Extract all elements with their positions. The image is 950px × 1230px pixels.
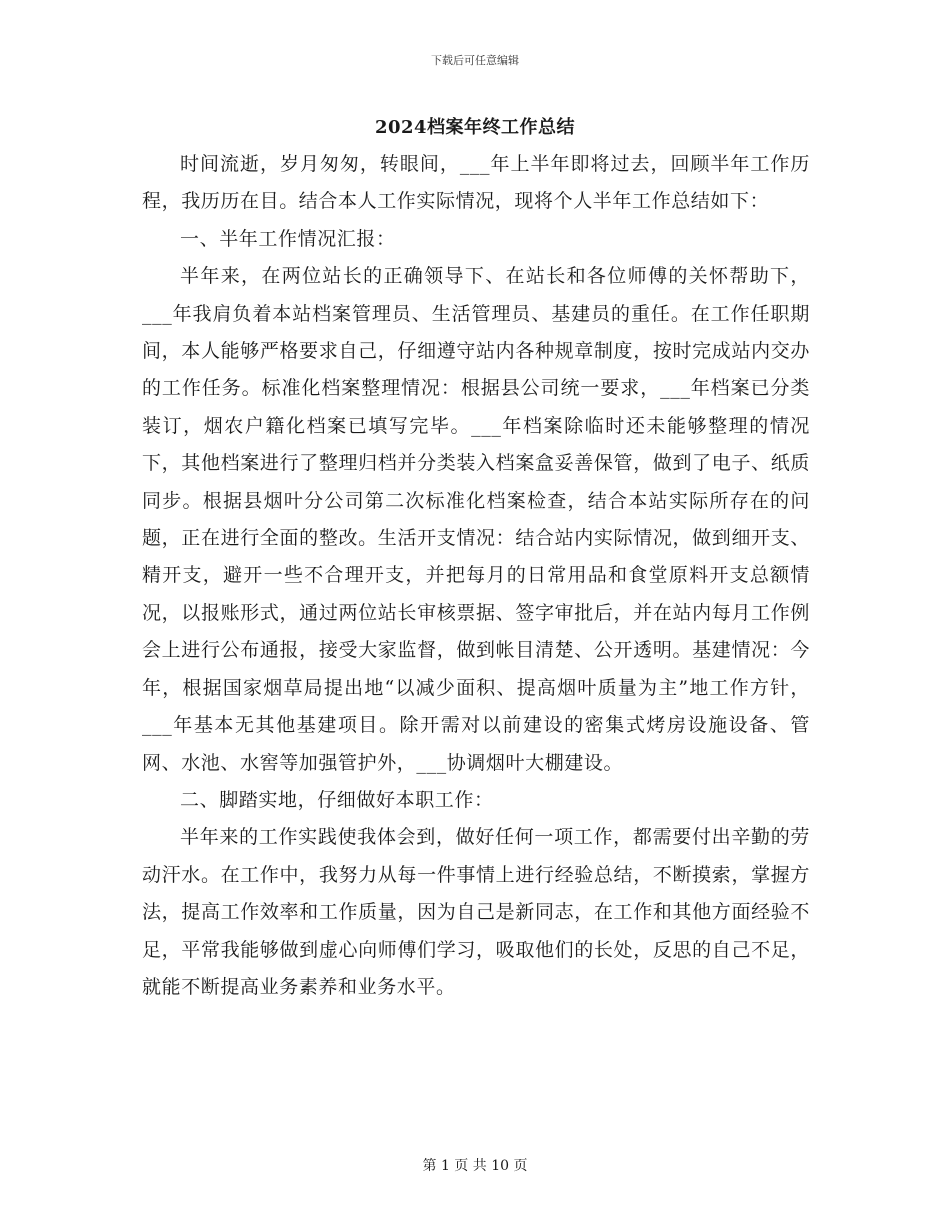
paragraph-section-1: 半年来，在两位站长的正确领导下、在站长和各位师傅的关怀帮助下，___年我肩负着本站档案管理员、生活管理员、基建员的重任。在工作任职期间，本人能够严格要求自己，仔细遵守站内各种规章制度，按时完成站内交办的工作任务。标准化档案整理情况：根据县公司统一要求，___年档案已分类装订，烟农户籍化档案已填写完毕。___年档案除临时还未能够整理的情况下，其他档案进行了整理归档并分类装入档案盒妥善保管，做到了电子、纸质同步。根据县烟叶分公司第二次标准化档案检查，结合本站实际所存在的问题，正在进行全面的整改。生活开支情况：结合站内实际情况，做到细开支、精开支，避开一些不合理开支，并把每月的日常用品和食堂原料开支总额情况，以报账形式，通过两位站长审核票据、签字审批后，并在站内每月工作例会上进行公布通报，接受大家监督，做到帐目清楚、公开透明。基建情况：今年，根据国家烟草局提出地“以减少面积、提高烟叶质量为主”地工作方针，___年基本无其他基建项目。除开需对以前建设的密集式烤房设施设备、管网、水池、水窖等加强管护外，___协调烟叶大棚建设。 (142, 265, 810, 774)
paragraph-section-2: 半年来的工作实践使我体会到，做好任何一项工作，都需要付出辛勤的劳动汗水。在工作中，我努力从每一件事情上进行经验总结，不断摸索，掌握方法，提高工作效率和工作质量，因为自己是新同志，在工作和其他方面经验不足，平常我能够做到虚心向师傅们学习，吸取他们的长处，反思的自己不足，就能不断提高业务素养和业务水平。 (142, 826, 810, 998)
page-number-indicator: 第 1 页 共 10 页 (422, 1158, 528, 1174)
section-heading-2: 二、脚踏实地，仔细做好本职工作： (180, 788, 494, 811)
document-body (142, 146, 810, 1006)
page-header-note: 下载后可任意编辑 (431, 54, 519, 67)
document-title: 2024档案年终工作总结 (374, 117, 576, 138)
section-heading-1: 一、半年工作情况汇报： (180, 227, 396, 250)
paragraph-intro: 时间流逝，岁月匆匆，转眼间，___年上半年即将过去，回顾半年工作历程，我历历在目。结合本人工作实际情况，现将个人半年工作总结如下： (142, 153, 810, 213)
